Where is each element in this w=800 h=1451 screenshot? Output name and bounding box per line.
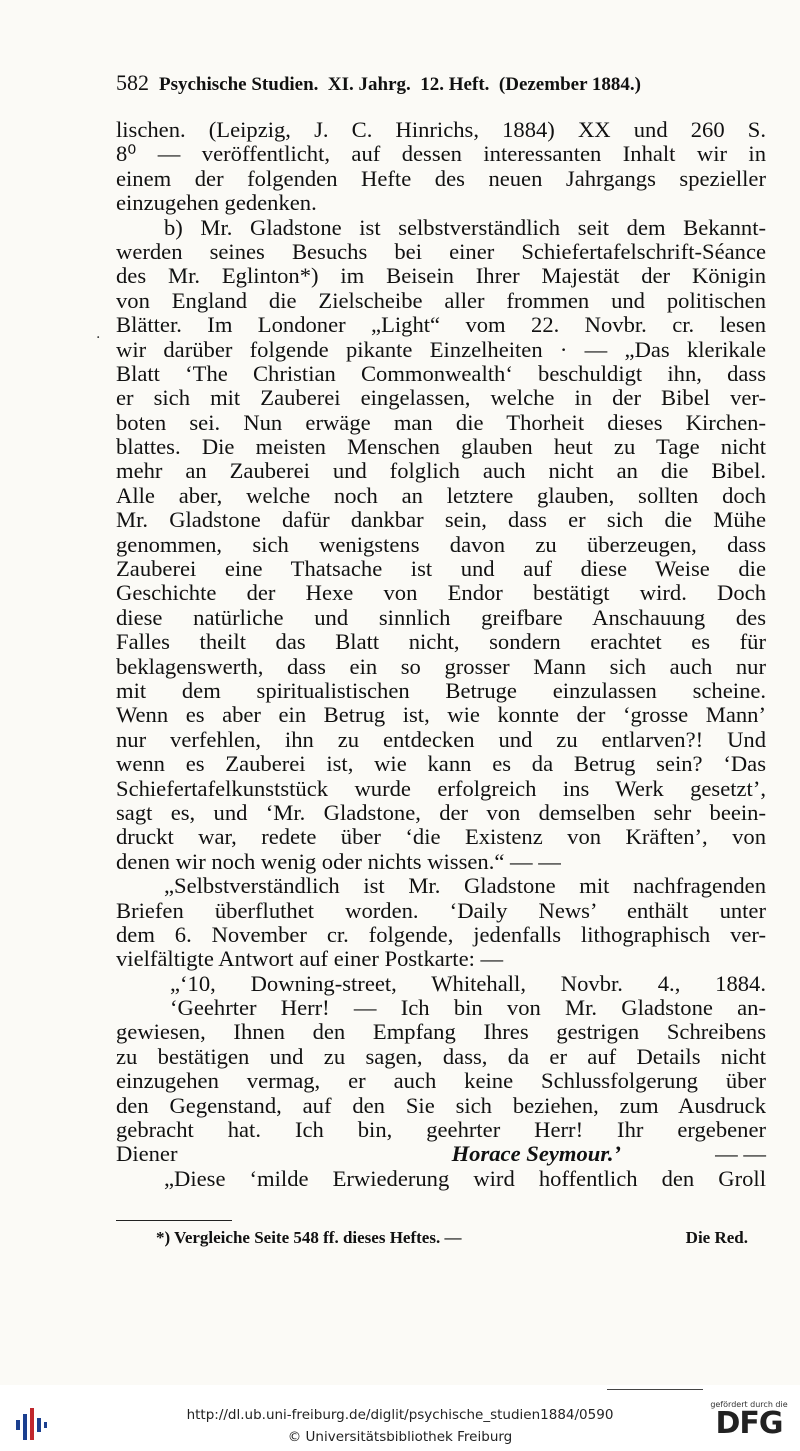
text-line: er sich mit Zauberei eingelassen, welche in der Bibel ver-	[116, 386, 766, 411]
text-line: mehr an Zauberei und folglich auch nicht an die Bibel.	[116, 459, 766, 484]
text-line: b) Mr. Gladstone ist selbstverständlich seit dem Bekannt-	[164, 215, 766, 240]
signature-line	[116, 1142, 766, 1166]
text-line: gewiesen, Ihnen den Empfang Ihres gestrigen Schreibens	[116, 1020, 766, 1045]
text-line: einzugehen vermag, er auch keine Schlussfolgerung über	[116, 1069, 766, 1094]
running-header	[116, 70, 766, 96]
footnote	[156, 1228, 748, 1248]
running-title: Psychische Studien. XI. Jahrg. 12. Heft. (Dezember 1884.)	[159, 74, 641, 95]
text-line: „Diese ‘milde Erwiederung wird hoffentlich den Groll	[164, 1166, 766, 1191]
dfg-caption: gefördert durch die	[710, 1400, 788, 1409]
text-line: werden seines Besuchs bei einer Schiefertafelschrift-Séance	[116, 239, 766, 264]
text-line: Geschichte der Hexe von Endor bestätigt wird. Doch	[116, 581, 766, 606]
text-line: Falles theilt das Blatt nicht, sondern erachtet es für	[116, 630, 766, 655]
text-line: denen wir noch wenig oder nichts wissen.“ — —	[116, 849, 561, 874]
body-text	[116, 118, 766, 1191]
footnote-text: *) Vergleiche Seite 548 ff. dieses Heftes. —	[156, 1228, 462, 1247]
text-line: zu bestätigen und zu sagen, dass, da er auf Details nicht	[116, 1044, 766, 1069]
text-line: von England die Zielscheibe aller frommen und politischen	[116, 288, 766, 313]
text-line: Blätter. Im Londoner „Light“ vom 22. Novbr. cr. lesen	[116, 313, 766, 338]
copyright-text: © Universitätsbibliothek Freiburg	[287, 1429, 513, 1445]
text-line: Briefen überfluthet worden. ‘Daily News’ enthält unter	[116, 898, 766, 923]
permalink-link[interactable]: http://dl.ub.uni-freiburg.de/diglit/psychische_studien1884/0590	[186, 1407, 614, 1423]
text-line: lischen. (Leipzig, J. C. Hinrichs, 1884) XX und 260 S.	[116, 118, 766, 142]
text-line: wir darüber folgende pikante Einzelheiten · — „Das klerikale	[116, 337, 766, 362]
text-line: dem 6. November cr. folgende, jedenfalls lithographisch ver-	[116, 922, 766, 947]
text-line: genommen, sich wenigstens davon zu überzeugen, dass	[116, 532, 766, 557]
text-line: Blatt ‘The Christian Commonwealth‘ beschuldigt ihn, dass	[116, 361, 766, 386]
text-line: beklagenswerth, dass ein so grosser Mann sich auch nur	[116, 654, 766, 679]
text-line: den Gegenstand, auf den Sie sich beziehen, zum Ausdruck	[116, 1093, 766, 1118]
text-line: Schiefertafelkunststück wurde erfolgreich ins Werk gesetzt’,	[116, 776, 766, 801]
dfg-logo	[708, 1400, 790, 1446]
page-number: 582	[116, 70, 149, 95]
text-line: ‘Geehrter Herr! — Ich bin von Mr. Gladstone an-	[170, 996, 766, 1021]
text-line: Zauberei eine Thatsache ist und auf diese Weise die	[116, 557, 766, 582]
signature-dashes: — —	[715, 1141, 766, 1167]
text-line: mit dem spiritualistischen Betruge einzulassen scheine.	[116, 678, 766, 703]
footnote-rule	[116, 1220, 232, 1221]
footnote-credit: Die Red.	[685, 1228, 748, 1247]
text-line: Mr. Gladstone dafür dankbar sein, dass er sich die Mühe	[116, 508, 766, 533]
text-line: wenn es Zauberei ist, wie kann es da Betrug sein? ‘Das	[116, 752, 766, 777]
text-line: Alle aber, welche noch an letztere glauben, sollten doch	[116, 483, 766, 508]
margin-mark: ·	[96, 330, 101, 346]
text-line: nur verfehlen, ihn zu entdecken und zu entlarven?! Und	[116, 727, 766, 752]
text-line: des Mr. Eglinton*) im Beisein Ihrer Majestät der Königin	[116, 264, 766, 289]
text-line: Wenn es aber ein Betrug ist, wie konnte der ‘grosse Mann’	[116, 703, 766, 728]
text-line: „Selbstverständlich ist Mr. Gladstone mit nachfragenden	[164, 874, 766, 899]
text-line: druckt war, redete über ‘die Existenz von Kräften’, von	[116, 825, 766, 850]
dfg-wordmark: DFG	[715, 1406, 783, 1441]
text-line: gebracht hat. Ich bin, geehrter Herr! Ihr ergebener	[116, 1118, 766, 1143]
divider	[607, 1389, 703, 1390]
text-line: 8⁰ — veröffentlicht, auf dessen interessanten Inhalt wir in	[116, 142, 766, 167]
signature: Horace Seymour.’	[451, 1141, 622, 1167]
text-line: boten sei. Nun erwäge man die Thorheit dieses Kirchen-	[116, 410, 766, 435]
text-line: „‘10, Downing-street, Whitehall, Novbr. 4., 1884.	[170, 971, 766, 996]
text-line: diese natürliche und sinnlich greifbare Anschauung des	[116, 605, 766, 630]
text-line: sagt es, und ‘Mr. Gladstone, der von demselben sehr beein-	[116, 800, 766, 825]
text-line: blattes. Die meisten Menschen glauben heut zu Tage nicht	[116, 435, 766, 460]
signature-left: Diener	[116, 1141, 178, 1167]
text-line: einzugehen gedenken.	[116, 191, 317, 216]
text-line: einem der folgenden Hefte des neuen Jahrgangs spezieller	[116, 166, 766, 191]
text-line: vielfältigte Antwort auf einer Postkarte: —	[116, 947, 504, 972]
